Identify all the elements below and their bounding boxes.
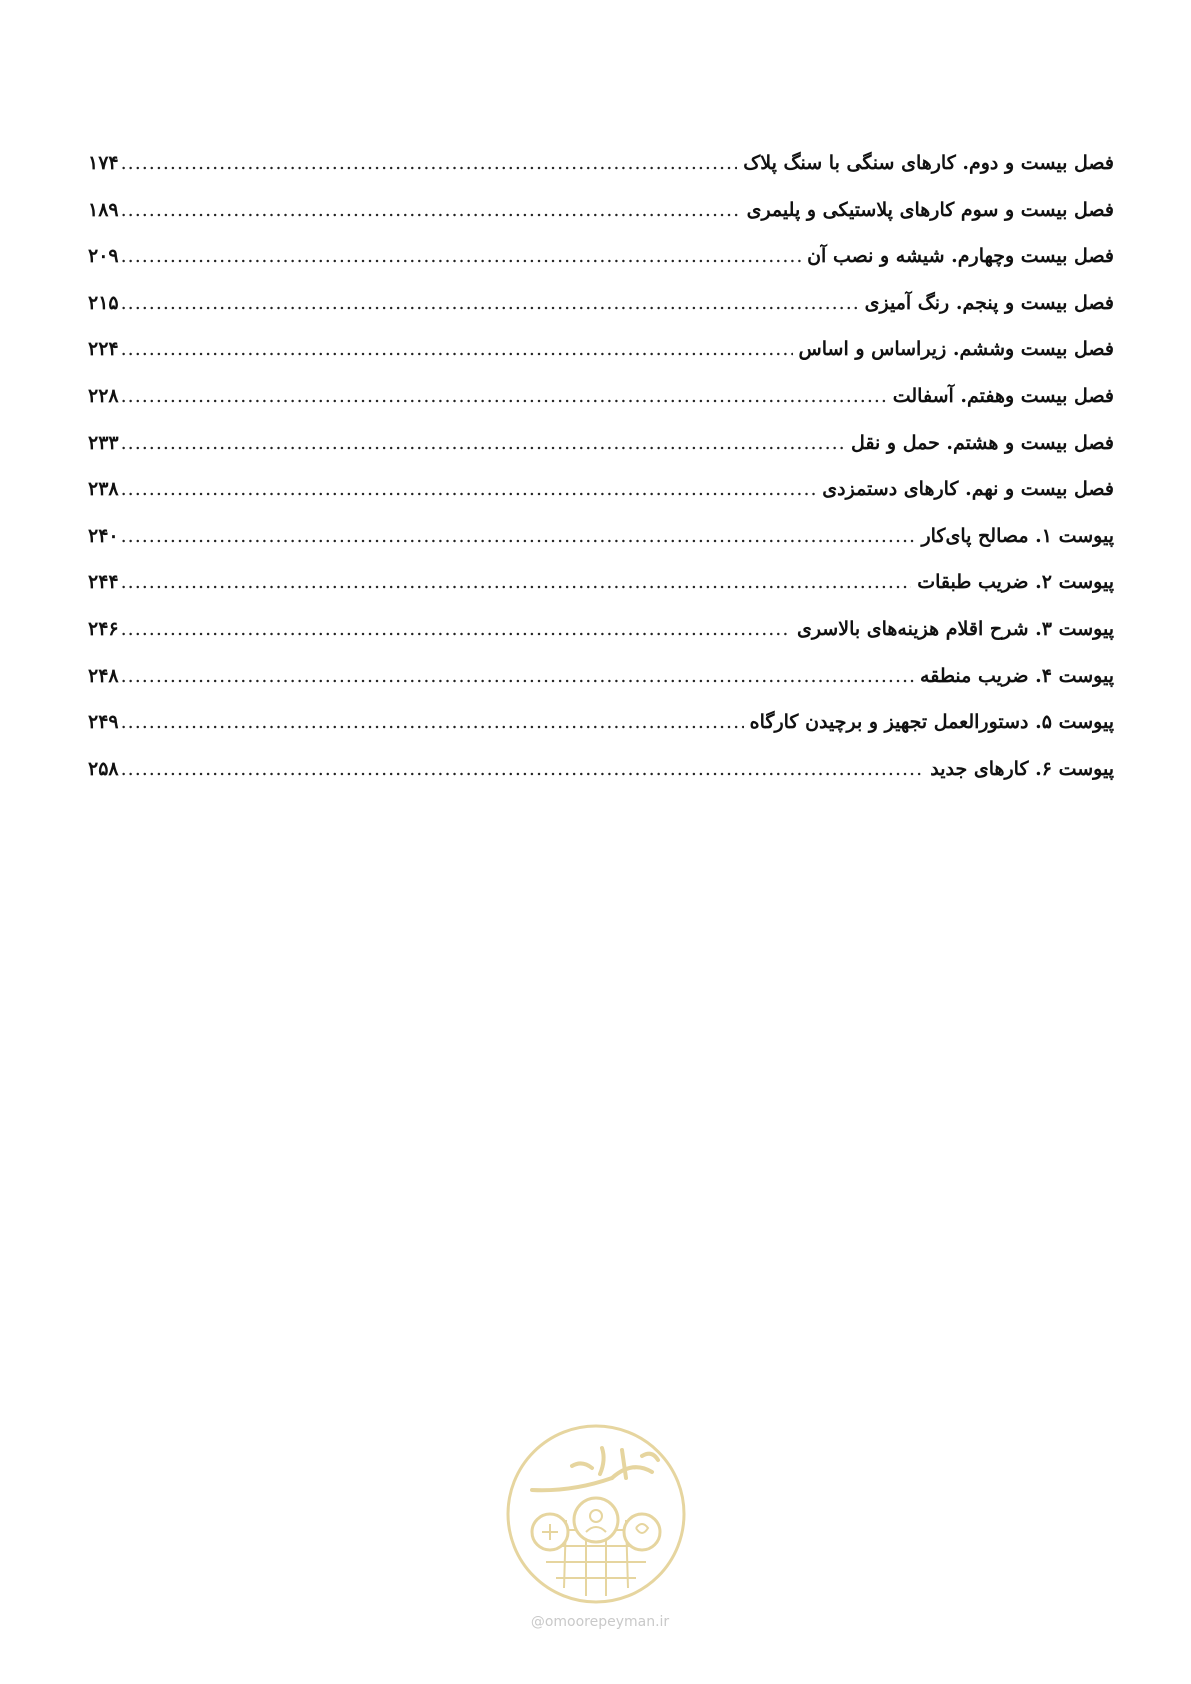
toc-entry[interactable] (88, 758, 1114, 805)
toc-entry-page: ۲۰۹ (88, 245, 119, 268)
toc-entry[interactable] (88, 152, 1114, 199)
toc-entry-title: پیوست ۵. دستورالعمل تجهیز و برچیدن کارگاه (749, 711, 1114, 734)
toc-entry-page: ۱۷۴ (88, 152, 119, 174)
toc-entry[interactable] (88, 571, 1114, 618)
toc-leader-dots (121, 432, 845, 454)
toc-entry[interactable] (88, 618, 1114, 665)
toc-leader-dots (121, 292, 859, 314)
toc-leader-dots (121, 711, 744, 733)
toc-entry[interactable] (88, 338, 1114, 385)
toc-entry-title: فصل بیست وهفتم. آسفالت (892, 384, 1114, 407)
toc-entry-title: پیوست ۱. مصالح پای‌کار (921, 524, 1114, 547)
toc-entry[interactable] (88, 292, 1114, 339)
toc-entry-title: فصل بیست وششم. زیراساس و اساس (798, 338, 1114, 361)
toc-entry-page: ۱۸۹ (88, 198, 119, 221)
toc-entry[interactable] (88, 432, 1114, 479)
toc-entry-title: فصل بیست وچهارم. شیشه و نصب آن (807, 245, 1114, 268)
toc-entry[interactable] (88, 478, 1114, 525)
toc-leader-dots (121, 665, 914, 687)
toc-entry-page: ۲۴۹ (88, 711, 119, 734)
toc-leader-dots (121, 152, 738, 174)
toc-entry-title: فصل بیست و دوم. کارهای سنگی با سنگ پلاک (743, 152, 1114, 174)
toc-entry-page: ۲۳۸ (88, 478, 119, 501)
toc-entry-page: ۲۳۳ (88, 431, 119, 454)
toc-entry-title: پیوست ۴. ضریب منطقه (920, 664, 1114, 687)
toc-entry-page: ۲۲۴ (88, 338, 119, 361)
table-of-contents (88, 152, 1114, 804)
watermark-logo (502, 1420, 690, 1608)
watermark-url: @omoorepeyman.ir (530, 1614, 670, 1630)
toc-entry-page: ۲۱۵ (88, 291, 119, 314)
toc-leader-dots (121, 385, 887, 407)
toc-entry[interactable] (88, 711, 1114, 758)
toc-leader-dots (121, 245, 801, 267)
toc-entry[interactable] (88, 525, 1114, 572)
toc-leader-dots (121, 525, 916, 547)
toc-entry-page: ۲۵۸ (88, 757, 119, 780)
toc-entry-title: فصل بیست و سوم کارهای پلاستیکی و پلیمری (746, 198, 1114, 221)
toc-leader-dots (121, 199, 741, 221)
toc-entry-page: ۲۴۸ (88, 664, 119, 687)
toc-leader-dots (121, 758, 925, 780)
toc-leader-dots (121, 571, 912, 593)
toc-entry-page: ۲۲۸ (88, 384, 119, 407)
toc-entry-page: ۲۴۶ (88, 617, 119, 640)
toc-leader-dots (121, 338, 793, 360)
toc-leader-dots (121, 618, 791, 640)
toc-entry-title: پیوست ۳. شرح اقلام هزینه‌های بالاسری (796, 617, 1114, 640)
toc-entry-title: پیوست ۲. ضریب طبقات (917, 571, 1114, 594)
toc-entry[interactable] (88, 199, 1114, 246)
toc-entry-title: فصل بیست و هشتم. حمل و نقل (851, 431, 1114, 454)
toc-entry-page: ۲۴۰ (88, 524, 119, 547)
toc-entry-title: فصل بیست و نهم. کارهای دستمزدی (822, 478, 1114, 501)
toc-entry-page: ۲۴۴ (88, 571, 119, 594)
toc-entry[interactable] (88, 245, 1114, 292)
toc-entry-title: فصل بیست و پنجم. رنگ آمیزی (864, 291, 1114, 314)
toc-leader-dots (121, 478, 817, 500)
toc-entry[interactable] (88, 665, 1114, 712)
calligraphy-logo-icon (532, 1448, 658, 1490)
toc-entry[interactable] (88, 385, 1114, 432)
toc-entry-title: پیوست ۶. کارهای جدید (930, 757, 1114, 780)
